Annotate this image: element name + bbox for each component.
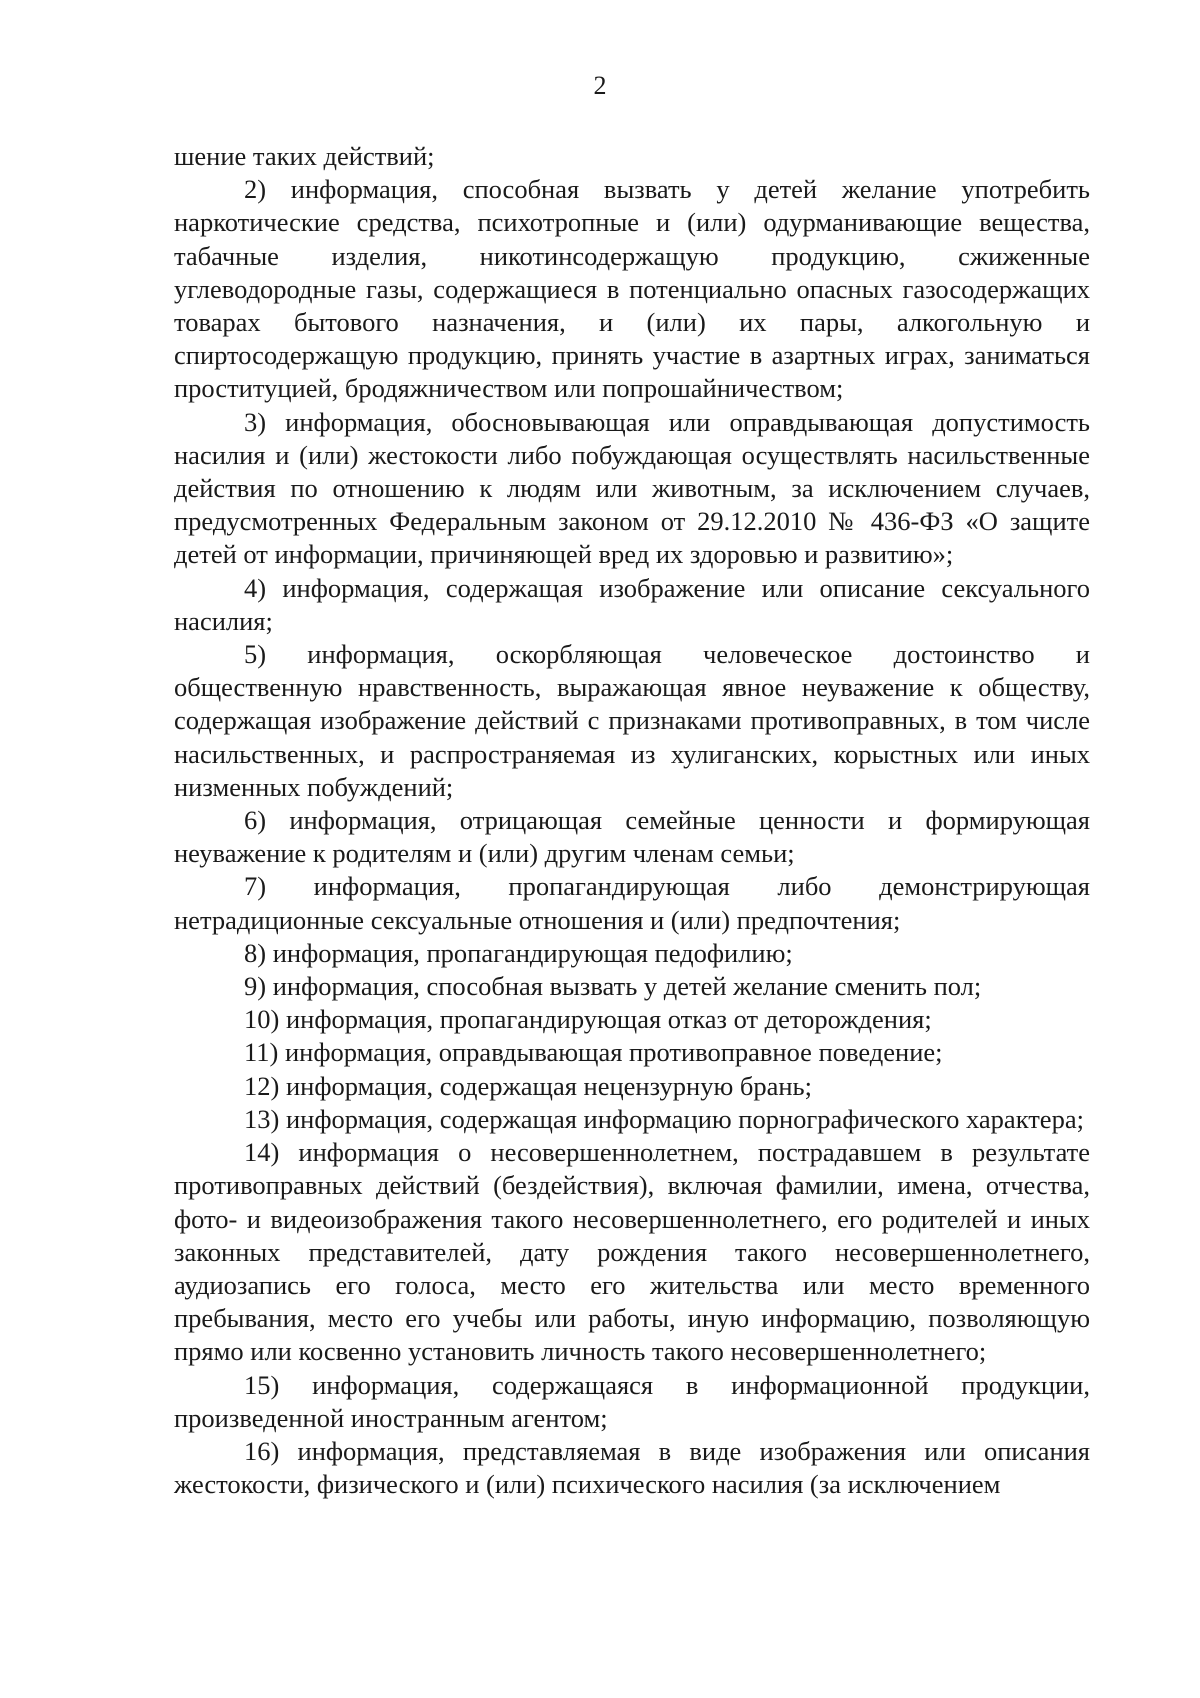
list-item-9: 9) информация, способная вызвать у детей желание сменить пол; — [244, 971, 982, 1002]
list-item-3: 3) информация, обосновывающая или оправдывающая допустимость насилия и (или) жестокости либо побуждающая осуществлять насильственные действия по отношению к людям или животным, за исключением случаев, предусмотренных Федеральным законом от 29.12.2010 № 436-ФЗ «О защите детей от информации, причиняющей вред их здоровью и развитию»; — [174, 406, 1090, 570]
list-item-12: 12) информация, содержащая нецензурную брань; — [244, 1070, 812, 1101]
list-item-14: 14) информация о несовершеннолетнем, пострадавшем в результате противоправных действий (бездействия), включая фамилии, имена, отчества, фото- и видеоизображения такого несовершеннолетнего, его родителей и иных законных представителей, дату рождения такого несовершеннолетнего, аудиозапись его голоса, место его жительства или место временного пребывания, место его учебы или работы, иную информацию, позволяющую прямо или косвенно установить личность такого несовершеннолетнего; — [174, 1137, 1090, 1367]
list-item-16: 16) информация, представляемая в виде изображения или описания жестокости, физического и (или) психического насилия (за исключением — [174, 1435, 1090, 1500]
list-item-2: 2) информация, способная вызвать у детей желание употребить наркотические средства, психотропные и (или) одурманивающие вещества, табачные изделия, никотинсодержащую продукцию, сжиженные углеводородные газы, содержащиеся в потенциально опасных газосодержащих товарах бытового назначения, и (или) их пары, алкогольную и спиртосодержащую продукцию, принять участие в азартных играх, заниматься проституцией, бродяжничеством или попрошайничеством; — [174, 174, 1090, 404]
page-number: 2 — [593, 71, 607, 100]
list-item-4: 4) информация, содержащая изображение или описание сексуального насилия; — [174, 572, 1090, 636]
paragraph-continuation: шение таких действий; — [174, 141, 435, 171]
list-item-7: 7) информация, пропагандирующая либо демонстрирующая нетрадиционные сексуальные отношения и (или) предпочтения; — [174, 871, 1090, 935]
list-item-11: 11) информация, оправдывающая противоправное поведение; — [244, 1037, 943, 1068]
list-item-6: 6) информация, отрицающая семейные ценности и формирующая неуважение к родителям и (или) другим членам семьи; — [174, 805, 1090, 869]
list-item-15: 15) информация, содержащаяся в информационной продукции, произведенной иностранным агентом; — [174, 1369, 1090, 1433]
list-item-8: 8) информация, пропагандирующая педофилию; — [244, 937, 793, 968]
document-body — [174, 140, 1090, 1501]
list-item-10: 10) информация, пропагандирующая отказ от деторождения; — [244, 1004, 932, 1035]
list-item-13: 13) информация, содержащая информацию порнографического характера; — [244, 1103, 1084, 1134]
list-item-5: 5) информация, оскорбляющая человеческое достоинство и общественную нравственность, выражающая явное неуважение к обществу, содержащая изображение действий с признаками противоправных, в том числе насильственных, и распространяемая из хулиганских, корыстных или иных низменных побуждений; — [174, 639, 1090, 802]
